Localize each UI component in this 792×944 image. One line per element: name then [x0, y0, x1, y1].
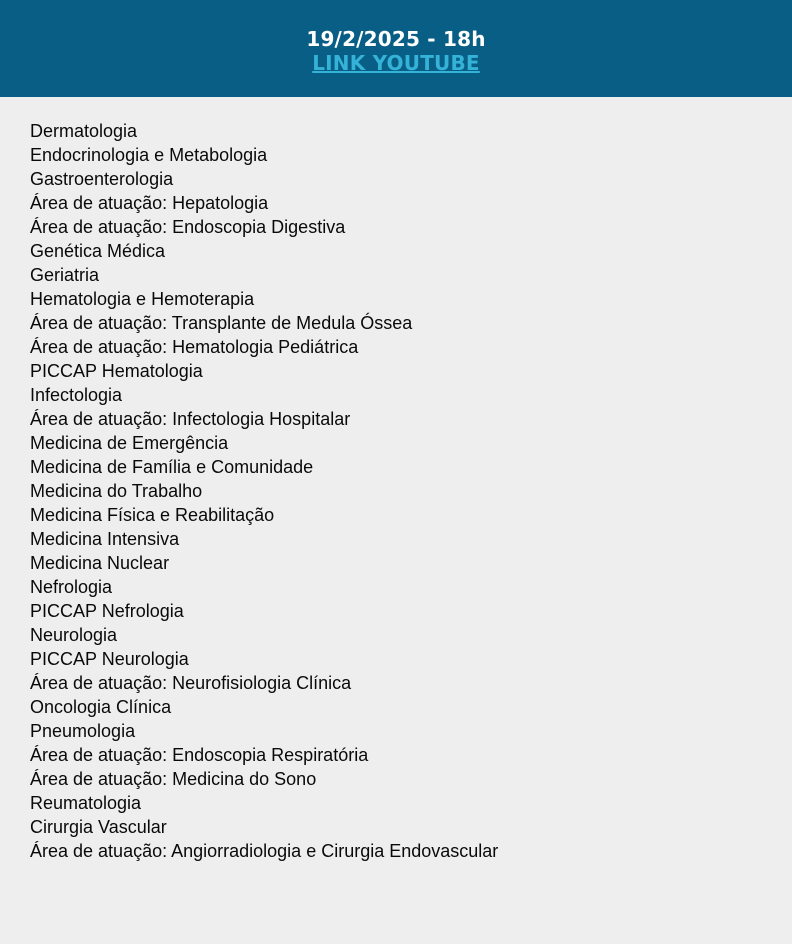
- specialty-item: Cirurgia Vascular: [30, 817, 167, 837]
- specialty-item: Medicina Física e Reabilitação: [30, 505, 275, 525]
- specialty-item: Área de atuação: Hepatologia: [30, 193, 269, 213]
- youtube-link[interactable]: LINK YOUTUBE: [312, 51, 480, 75]
- specialty-item: Neurologia: [30, 625, 118, 645]
- specialty-item: Área de atuação: Endoscopia Respiratória: [30, 745, 369, 765]
- specialty-item: PICCAP Neurologia: [30, 649, 189, 669]
- specialty-item: Medicina Intensiva: [30, 529, 180, 549]
- specialty-item: Área de atuação: Hematologia Pediátrica: [30, 337, 359, 357]
- specialty-item: Reumatologia: [30, 793, 142, 813]
- specialty-item: Medicina do Trabalho: [30, 481, 203, 501]
- specialty-item: Área de atuação: Angiorradiologia e Cirurgia Endovascular: [30, 841, 499, 861]
- specialty-item: Hematologia e Hemoterapia: [30, 289, 255, 309]
- specialty-item: Medicina de Emergência: [30, 433, 229, 453]
- event-header: [0, 0, 792, 97]
- specialty-item: Área de atuação: Transplante de Medula Óssea: [30, 313, 413, 333]
- specialty-item: Geriatria: [30, 265, 100, 285]
- specialty-item: Genética Médica: [30, 241, 166, 261]
- specialty-item: Infectologia: [30, 385, 123, 405]
- specialty-item: Endocrinologia e Metabologia: [30, 145, 268, 165]
- specialty-item: Medicina Nuclear: [30, 553, 170, 573]
- specialty-item: PICCAP Hematologia: [30, 361, 203, 381]
- specialty-item: Área de atuação: Medicina do Sono: [30, 769, 317, 789]
- specialty-item: Área de atuação: Endoscopia Digestiva: [30, 217, 346, 237]
- event-date-time: 19/2/2025 - 18h: [306, 27, 486, 51]
- specialty-item: Área de atuação: Infectologia Hospitalar: [30, 409, 351, 429]
- specialty-list: [0, 97, 792, 863]
- specialty-item: Oncologia Clínica: [30, 697, 172, 717]
- specialty-item: Gastroenterologia: [30, 169, 174, 189]
- specialty-item: Pneumologia: [30, 721, 136, 741]
- specialty-item: Nefrologia: [30, 577, 113, 597]
- specialty-item: Medicina de Família e Comunidade: [30, 457, 314, 477]
- specialty-item: PICCAP Nefrologia: [30, 601, 184, 621]
- specialty-item: Dermatologia: [30, 121, 138, 141]
- specialty-item: Área de atuação: Neurofisiologia Clínica: [30, 673, 352, 693]
